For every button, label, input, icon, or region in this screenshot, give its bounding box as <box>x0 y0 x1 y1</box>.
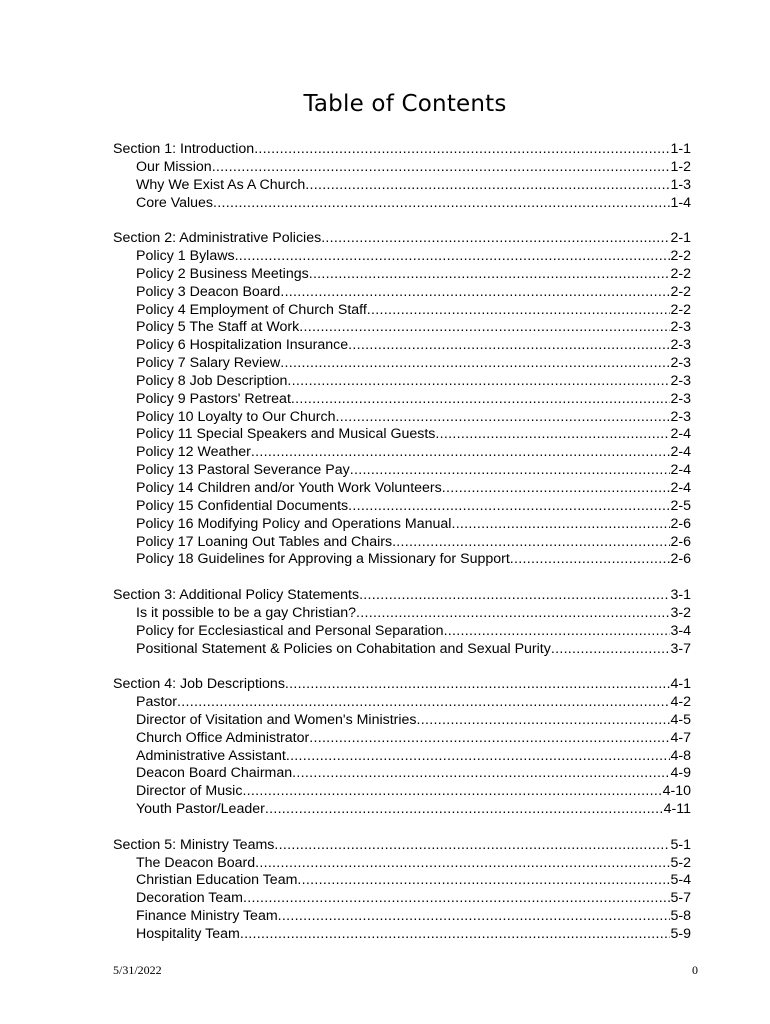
dot-leader <box>309 266 671 284</box>
toc-entry[interactable] <box>113 783 691 801</box>
dot-leader <box>254 141 670 159</box>
toc-entry[interactable] <box>113 534 691 552</box>
toc-entry[interactable] <box>113 337 691 355</box>
toc-entry[interactable] <box>113 177 691 195</box>
toc-entry-page: 2-1 <box>670 230 691 247</box>
toc-entry[interactable] <box>113 801 691 819</box>
toc-entry[interactable] <box>113 712 691 730</box>
page-title: Table of Contents <box>303 91 507 117</box>
toc-entry[interactable] <box>113 765 691 783</box>
toc-entry[interactable] <box>113 694 691 712</box>
toc-section <box>113 587 691 658</box>
toc-entry[interactable] <box>113 516 691 534</box>
toc-entry-page: 1-2 <box>670 158 691 175</box>
dot-leader <box>444 623 671 641</box>
toc-entry-page: 5-7 <box>670 890 691 907</box>
toc-entry-page: 4-9 <box>670 765 691 782</box>
toc-entry-label: Director of Visitation and Women's Ministries <box>136 711 417 728</box>
toc-entry[interactable] <box>113 426 691 444</box>
toc-entry-label: Policy 17 Loaning Out Tables and Chairs <box>136 533 393 550</box>
toc-entry-label: Policy 1 Bylaws <box>136 248 235 265</box>
dot-leader <box>292 765 670 783</box>
toc-entry[interactable] <box>113 623 691 641</box>
toc-entry-label: Section 2: Administrative Policies <box>113 230 322 247</box>
toc-entry-label: Policy 10 Loyalty to Our Church <box>136 408 336 425</box>
toc-entry[interactable] <box>113 462 691 480</box>
dot-leader <box>356 605 670 623</box>
toc-entry-label: Section 4: Job Descriptions <box>113 676 285 693</box>
dot-leader <box>280 355 670 373</box>
dot-leader <box>280 284 670 302</box>
toc-entry-label: Policy 7 Salary Review <box>136 355 281 372</box>
toc-entry-page: 4-5 <box>670 711 691 728</box>
toc-entry-label: Christian Education Team <box>136 872 298 889</box>
toc-entry[interactable] <box>113 890 691 908</box>
toc-entry[interactable] <box>113 266 691 284</box>
toc-entry-page: 4-1 <box>670 676 691 693</box>
toc-entry-page: 5-9 <box>670 925 691 942</box>
toc-entry-label: Youth Pastor/Leader <box>136 801 265 818</box>
toc-entry[interactable] <box>113 551 691 569</box>
toc-entry-page: 5-8 <box>670 908 691 925</box>
toc-entry-label: Pastor <box>136 694 178 711</box>
toc-entry-page: 3-2 <box>670 604 691 621</box>
toc-entry[interactable] <box>113 444 691 462</box>
toc-entry-label: Policy 12 Weather <box>136 444 251 461</box>
toc-entry-page: 2-2 <box>670 248 691 265</box>
toc-entry-page: 3-1 <box>670 587 691 603</box>
toc-entry[interactable] <box>113 159 691 177</box>
toc-entry-label: Is it possible to be a gay Christian? <box>136 604 357 621</box>
toc-entry-label: Policy 2 Business Meetings <box>136 265 309 282</box>
dot-leader <box>299 319 670 337</box>
toc-entry-page: 4-8 <box>670 747 691 764</box>
dot-leader <box>297 872 670 890</box>
toc-entry-page: 2-2 <box>670 301 691 318</box>
table-of-contents <box>113 141 691 962</box>
toc-entry[interactable] <box>113 284 691 302</box>
dot-leader <box>435 426 670 444</box>
toc-section <box>113 676 691 819</box>
toc-entry[interactable] <box>113 855 691 873</box>
toc-entry[interactable] <box>113 748 691 766</box>
dot-leader <box>213 195 670 213</box>
toc-entry-page: 4-11 <box>663 801 691 818</box>
dot-leader <box>243 890 670 908</box>
toc-entry[interactable] <box>113 908 691 926</box>
dot-leader <box>348 498 670 516</box>
dot-leader <box>367 302 671 320</box>
toc-entry-label: Decoration Team <box>136 890 243 907</box>
dot-leader <box>309 730 670 748</box>
dot-leader <box>291 391 671 409</box>
toc-entry-label: Administrative Assistant <box>136 747 286 764</box>
toc-entry[interactable] <box>113 605 691 623</box>
toc-entry-page: 2-3 <box>670 372 691 389</box>
toc-entry-label: Finance Ministry Team <box>136 908 278 925</box>
toc-entry-page: 2-4 <box>670 479 691 496</box>
dot-leader <box>285 676 671 694</box>
toc-entry-page: 2-5 <box>670 497 691 514</box>
dot-leader <box>235 248 671 266</box>
toc-section-heading[interactable] <box>113 141 691 159</box>
toc-entry-page: 4-10 <box>662 783 691 800</box>
toc-entry-label: Section 3: Additional Policy Statements <box>113 587 360 603</box>
toc-entry-label: Director of Music <box>136 783 243 800</box>
dot-leader <box>348 337 670 355</box>
toc-section <box>113 837 691 944</box>
toc-entry-label: Policy for Ecclesiastical and Personal Separation <box>136 622 444 639</box>
toc-entry[interactable] <box>113 480 691 498</box>
toc-entry-label: Section 5: Ministry Teams <box>113 836 275 853</box>
toc-section-heading[interactable] <box>113 676 691 694</box>
toc-entry-page: 1-1 <box>670 141 691 157</box>
toc-entry[interactable] <box>113 319 691 337</box>
dot-leader <box>321 230 670 248</box>
toc-entry[interactable] <box>113 195 691 213</box>
toc-entry-page: 4-7 <box>670 729 691 746</box>
toc-entry-page: 1-4 <box>670 194 691 211</box>
dot-leader <box>336 409 671 427</box>
toc-entry-page: 2-3 <box>670 408 691 425</box>
toc-entry-page: 4-2 <box>670 694 691 711</box>
toc-entry-page: 2-3 <box>670 337 691 354</box>
toc-entry-label: Positional Statement & Policies on Cohabitation and Sexual Purity <box>136 640 551 657</box>
toc-entry-label: Why We Exist As A Church <box>136 176 306 193</box>
dot-leader <box>255 855 670 873</box>
footer-page-number: 0 <box>692 963 698 977</box>
dot-leader <box>242 783 662 801</box>
toc-entry[interactable] <box>113 409 691 427</box>
toc-entry-page: 2-2 <box>670 265 691 282</box>
dot-leader <box>212 159 671 177</box>
dot-leader <box>417 712 671 730</box>
toc-entry-page: 2-4 <box>670 444 691 461</box>
toc-entry-label: Policy 13 Pastoral Severance Pay <box>136 462 350 479</box>
toc-entry-page: 2-3 <box>670 355 691 372</box>
toc-entry-page: 2-4 <box>670 426 691 443</box>
dot-leader <box>278 908 671 926</box>
dot-leader <box>274 837 670 855</box>
toc-section-heading[interactable] <box>113 230 691 248</box>
dot-leader <box>177 694 670 712</box>
dot-leader <box>265 801 664 819</box>
toc-entry-label: Policy 16 Modifying Policy and Operations Manual <box>136 515 452 532</box>
toc-entry[interactable] <box>113 391 691 409</box>
toc-entry[interactable] <box>113 302 691 320</box>
toc-entry-page: 3-7 <box>670 640 691 657</box>
toc-entry[interactable] <box>113 498 691 516</box>
footer-date: 5/31/2022 <box>113 963 162 977</box>
toc-entry-label: Church Office Administrator <box>136 729 310 746</box>
toc-section-heading[interactable] <box>113 837 691 855</box>
toc-entry[interactable] <box>113 641 691 659</box>
toc-entry[interactable] <box>113 248 691 266</box>
dot-leader <box>350 462 671 480</box>
dot-leader <box>251 444 671 462</box>
dot-leader <box>287 373 670 391</box>
toc-entry-page: 5-2 <box>670 854 691 871</box>
dot-leader <box>359 587 670 605</box>
toc-entry-page: 1-3 <box>670 176 691 193</box>
toc-entry[interactable] <box>113 926 691 944</box>
toc-entry[interactable] <box>113 373 691 391</box>
toc-entry-label: Policy 15 Confidential Documents <box>136 497 349 514</box>
toc-entry-label: Policy 6 Hospitalization Insurance <box>136 337 349 354</box>
dot-leader <box>442 480 671 498</box>
toc-entry-label: Policy 18 Guidelines for Approving a Missionary for Support <box>136 551 510 568</box>
dot-leader <box>392 534 670 552</box>
toc-entry-label: Policy 8 Job Description <box>136 372 288 389</box>
toc-entry-page: 2-3 <box>670 390 691 407</box>
toc-entry-page: 2-6 <box>670 551 691 568</box>
toc-entry-label: Hospitality Team <box>136 925 240 942</box>
toc-entry-label: Policy 9 Pastors' Retreat <box>136 390 291 407</box>
toc-section <box>113 230 691 569</box>
toc-entry-label: Section 1: Introduction <box>113 141 255 157</box>
toc-section <box>113 141 691 212</box>
toc-entry-page: 2-6 <box>670 533 691 550</box>
toc-entry-page: 2-2 <box>670 283 691 300</box>
toc-entry-label: The Deacon Board <box>136 854 256 871</box>
dot-leader <box>286 748 671 766</box>
toc-entry-page: 3-4 <box>670 622 691 639</box>
toc-entry[interactable] <box>113 730 691 748</box>
dot-leader <box>551 641 671 659</box>
toc-entry[interactable] <box>113 872 691 890</box>
dot-leader <box>240 926 671 944</box>
toc-entry-page: 2-3 <box>670 319 691 336</box>
toc-entry-page: 5-1 <box>670 836 691 853</box>
toc-section-heading[interactable] <box>113 587 691 605</box>
dot-leader <box>305 177 670 195</box>
toc-entry-page: 2-6 <box>670 515 691 532</box>
toc-entry-label: Deacon Board Chairman <box>136 765 293 782</box>
toc-entry-label: Policy 3 Deacon Board <box>136 283 281 300</box>
toc-entry-label: Policy 14 Children and/or Youth Work Volunteers <box>136 479 442 496</box>
toc-entry[interactable] <box>113 355 691 373</box>
toc-entry-label: Policy 5 The Staff at Work <box>136 319 300 336</box>
toc-entry-page: 2-4 <box>670 462 691 479</box>
dot-leader <box>510 551 671 569</box>
toc-entry-label: Core Values <box>136 194 214 211</box>
toc-entry-label: Policy 11 Special Speakers and Musical Guests <box>136 426 436 443</box>
toc-entry-label: Our Mission <box>136 158 212 175</box>
toc-entry-label: Policy 4 Employment of Church Staff <box>136 301 367 318</box>
toc-entry-page: 5-4 <box>670 872 691 889</box>
dot-leader <box>451 516 670 534</box>
